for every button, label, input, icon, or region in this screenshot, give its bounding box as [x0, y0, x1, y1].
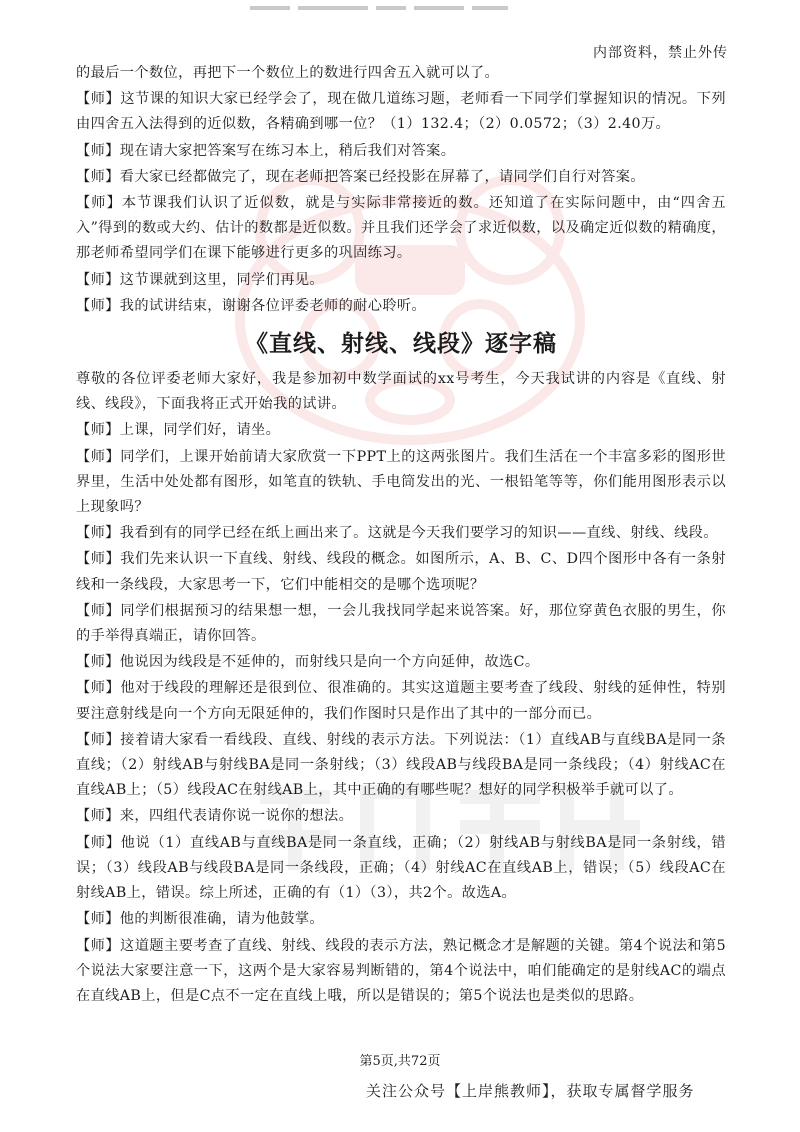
paragraph: 【师】来，四组代表请你说一说你的想法。: [76, 808, 354, 825]
paragraph: 【师】我的试讲结束，谢谢各位评委老师的耐心聆听。: [76, 297, 427, 314]
paragraph: 【师】看大家已经都做完了，现在老师把答案已经投影在屏幕了，请同学们自行对答案。: [76, 168, 645, 185]
page-number: 第5页,共72页: [359, 1054, 441, 1069]
paragraph: 【师】这节课的知识大家已经学会了，现在做几道练习题，老师看一下同学们掌握知识的情况。下列由四舍五入法得到的近似数，各精确到哪一位？（1）132.4；（2）0.0572；（3）2.40万。: [76, 91, 726, 133]
paragraph: 【师】他的判断很准确，请为他鼓掌。: [76, 911, 324, 928]
paragraph: 【师】我们先来认识一下直线、射线、线段的概念。如图所示，A、B、C、D四个图形中各有一条射线和一条线段，大家思考一下，它们中能相交的是哪个选项呢？: [76, 551, 726, 593]
confidential-note: 内部资料，禁止外传: [593, 45, 728, 61]
cropped-header-remnant: [250, 6, 550, 16]
document-body: [76, 61, 726, 1010]
promo-footer: 关注公众号【上岸熊教师】，获取专属督学服务: [366, 1082, 695, 1100]
paragraph: 的最后一个数位，再把下一个数位上的数进行四舍五入就可以了。: [76, 65, 500, 81]
section-title: 《直线、射线、线段》逐字稿: [245, 331, 557, 358]
paragraph: 【师】他说因为线段是不延伸的，而射线只是向一个方向延伸，故选C。: [76, 654, 540, 671]
paragraph: 【师】这道题主要考查了直线、射线、线段的表示方法，熟记概念才是解题的关键。第4个说法和第5个说法大家要注意一下，这两个是大家容易判断错的，第4个说法中，咱们能确定的是射线AC的端点在直线AB上，但是C点不一定在直线上哦，所以是错误的；第5个说法也是类似的思路。: [76, 937, 726, 1004]
paragraph: 【师】这节课就到这里，同学们再见。: [76, 271, 324, 288]
paragraph: 【师】现在请大家把答案写在练习本上，稍后我们对答案。: [76, 142, 456, 159]
paragraph: 尊敬的各位评委老师大家好，我是参加初中数学面试的xx号考生，今天我试讲的内容是《直线、射线、线段》，下面我将正式开始我的试讲。: [76, 371, 726, 413]
paragraph: 【师】本节课我们认识了近似数，就是与实际非常接近的数。还知道了在实际问题中，由“四舍五入”得到的数或大约、估计的数都是近似数。并且我们还学会了求近似数，以及确定近似数的精确度，那老师希望同学们在课下能够进行更多的巩固练习。: [76, 195, 726, 262]
paragraph: 【师】同学们根据预习的结果想一想，一会儿我找同学起来说答案。好，那位穿黄色衣服的男生，你的手举得真端正，请你回答。: [76, 602, 726, 645]
paragraph: 【师】他对于线段的理解还是很到位、很准确的。其实这道题主要考查了线段、射线的延伸性，特别要注意射线是向一个方向无限延伸的，我们作图时只是作出了其中的一部分而已。: [76, 680, 726, 722]
paragraph: 【师】上课，同学们好，请坐。: [76, 422, 281, 439]
paragraph: 【师】他说（1）直线AB与直线BA是同一条直线，正确；（2）射线AB与射线BA是同一条射线，错误；（3）线段AB与线段BA是同一条线段，正确；（4）射线AC在直线AB上，错误；（5）线段AC在射线AB上，错误。综上所述，正确的有（1）（3），共2个。故选A。: [76, 834, 726, 902]
paragraph: 【师】我看到有的同学已经在纸上画出来了。这就是今天我们要学习的知识——直线、射线、线段。: [76, 525, 718, 542]
paragraph: 【师】同学们，上课开始前请大家欣赏一下PPT上的这两张图片。我们生活在一个丰富多彩的图形世界里，生活中处处都有图形，如笔直的铁轨、手电筒发出的光、一根铅笔等等，你们能用图形表示以上现象吗？: [76, 448, 726, 516]
paragraph: 【师】接着请大家看一看线段、直线、射线的表示方法。下列说法：（1）直线AB与直线BA是同一条直线；（2）射线AB与射线BA是同一条射线；（3）线段AB与线段BA是同一条线段；（4）射线AC在直线AB上；（5）线段AC在射线AB上，其中正确的有哪些呢？想好的同学积极举手就可以了。: [76, 731, 726, 799]
